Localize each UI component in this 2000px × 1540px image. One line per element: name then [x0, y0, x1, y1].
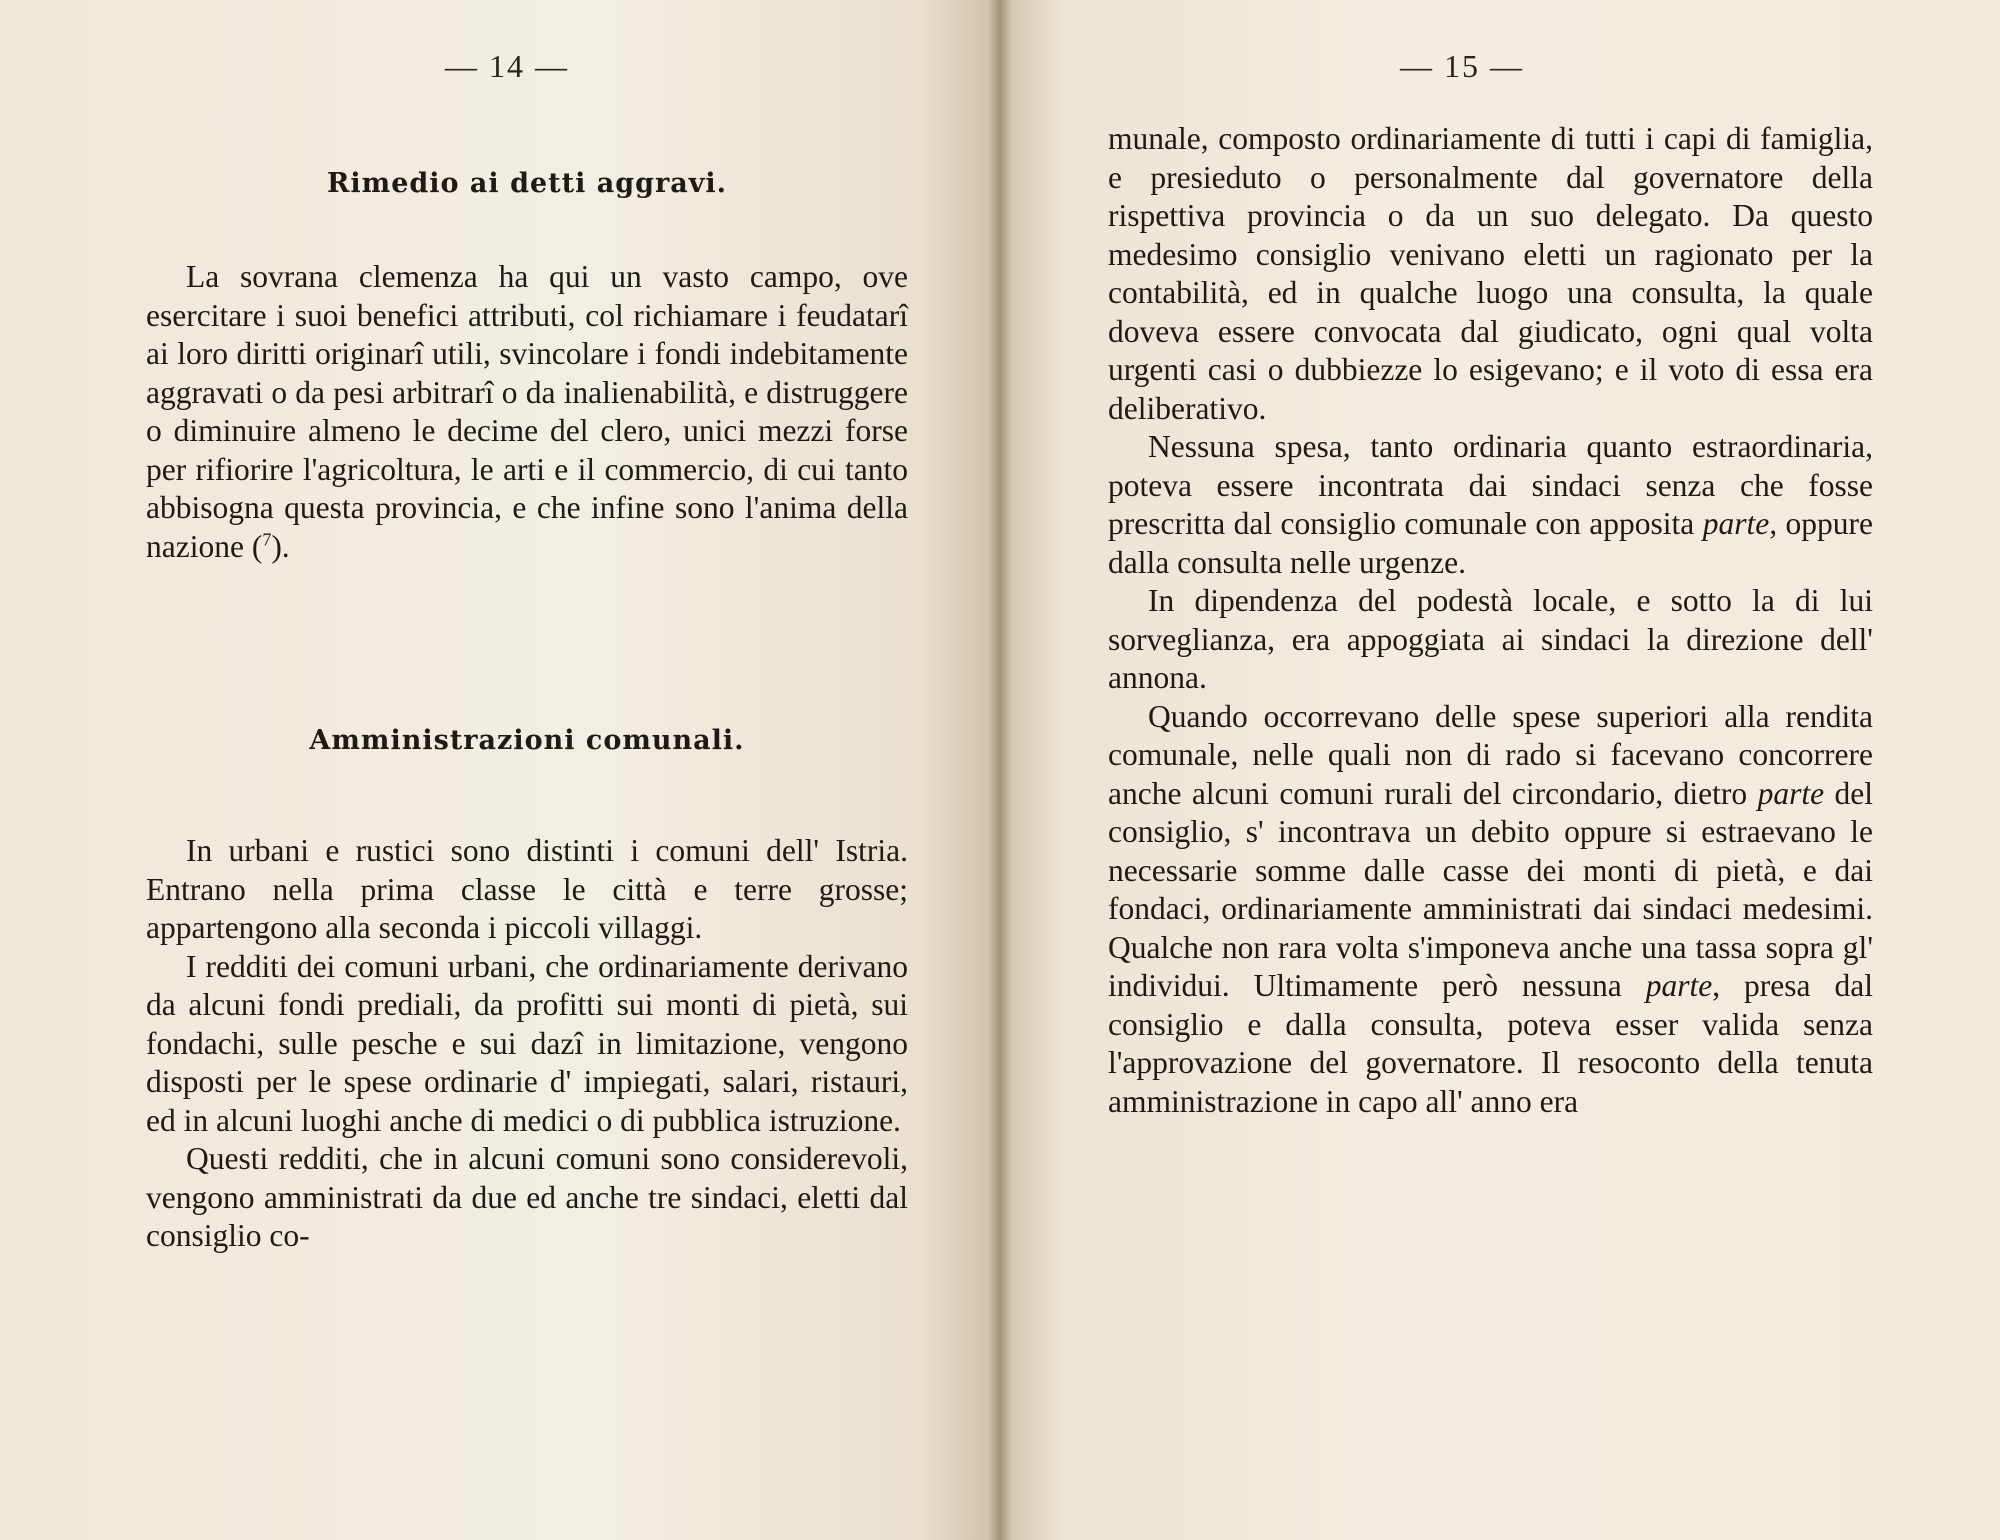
footnote-ref: 7	[262, 529, 272, 549]
paragraph-block	[146, 832, 908, 1256]
paragraph: In dipendenza del podestà locale, e sotto la di lui sorveglianza, era appoggiata ai sindaci la direzione dell' annona.	[1108, 583, 1873, 695]
paragraph: Quando occorrevano delle spese superiori alla rendita comunale, nelle quali non di rado si facevano concorrere anche alcuni comuni rurali del circondario, dietro parte del consiglio, s' incontrava un debito oppure si estraevano le necessarie somme dalle casse dei monti di pietà, e dai fondaci, ordinariamente amministrati dai sindaci medesimi. Qualche non rara volta s'imponeva anche una tassa sopra gl' individui. Ultimamente però nessuna parte, presa dal consiglio e dalla consulta, poteva esser valida senza l'approvazione del governatore. Il resoconto della tenuta amministrazione in capo all' anno era	[1108, 698, 1874, 1119]
paragraph: Questi redditi, che in alcuni comuni sono considerevoli, vengono amministrati da due ed anche tre sindaci, eletti dal consiglio co-	[146, 1141, 908, 1253]
paragraph: Nessuna spesa, tanto ordinaria quanto estraordinaria, poteva essere incontrata dai sindaci senza che fosse prescritta dal consiglio comunale con apposita parte, oppure dalla consulta nelle urgenze.	[1108, 429, 1873, 580]
book-gutter	[988, 0, 1012, 1540]
paragraph: I redditi dei comuni urbani, che ordinariamente derivano da alcuni fondi prediali, da profitti sui monti di pietà, sui fondachi, sulle pesche e sui dazî in limitazione, vengono disposti per le spese ordinarie d' impiegati, salari, ristauri, ed in alcuni luoghi anche di medici o di pubblica istruzione.	[146, 948, 908, 1138]
section-heading: Amministrazioni comunali.	[309, 725, 745, 756]
paragraph: In urbani e rustici sono distinti i comuni dell' Istria. Entrano nella prima classe le città e terre grosse; appartengono alla seconda i piccoli villaggi.	[146, 833, 908, 945]
paragraph-block	[1108, 120, 1873, 1121]
page-number: — 14 —	[445, 48, 569, 84]
right-page	[1000, 0, 2000, 1540]
paragraph-block	[146, 258, 908, 566]
paragraph: La sovrana clemenza ha qui un vasto campo, ove esercitare i suoi benefici attributi, col richiamare i feudatarî ai loro diritti originarî utili, svincolare i fondi indebitamente aggravati o da pesi arbitrarî o da inalienabilità, e distruggere o diminuire almeno le decime del clero, unici mezzi forse per rifiorire l'agricoltura, le arti e il commercio, di cui tanto abbisogna questa provincia, e che infine sono l'anima della nazione ($^7$).	[146, 259, 908, 564]
section-heading: Rimedio ai detti aggravi.	[326, 168, 728, 199]
heading-rimedio-block	[146, 168, 908, 199]
page-number: — 15 —	[1400, 48, 1524, 84]
heading-amministrazioni-block	[146, 725, 908, 756]
paragraph: munale, composto ordinariamente di tutti i capi di famiglia, e presieduto o personalmente dal governatore della rispettiva provincia o da un suo delegato. Da questo medesimo consiglio venivano eletti un ragionato per la contabilità, ed in qualche luogo una consulta, la quale doveva essere convocata dal giudicato, ogni qual volta urgenti casi o dubbiezze lo esigevano; e il voto di essa era deliberativo.	[1108, 121, 1873, 426]
